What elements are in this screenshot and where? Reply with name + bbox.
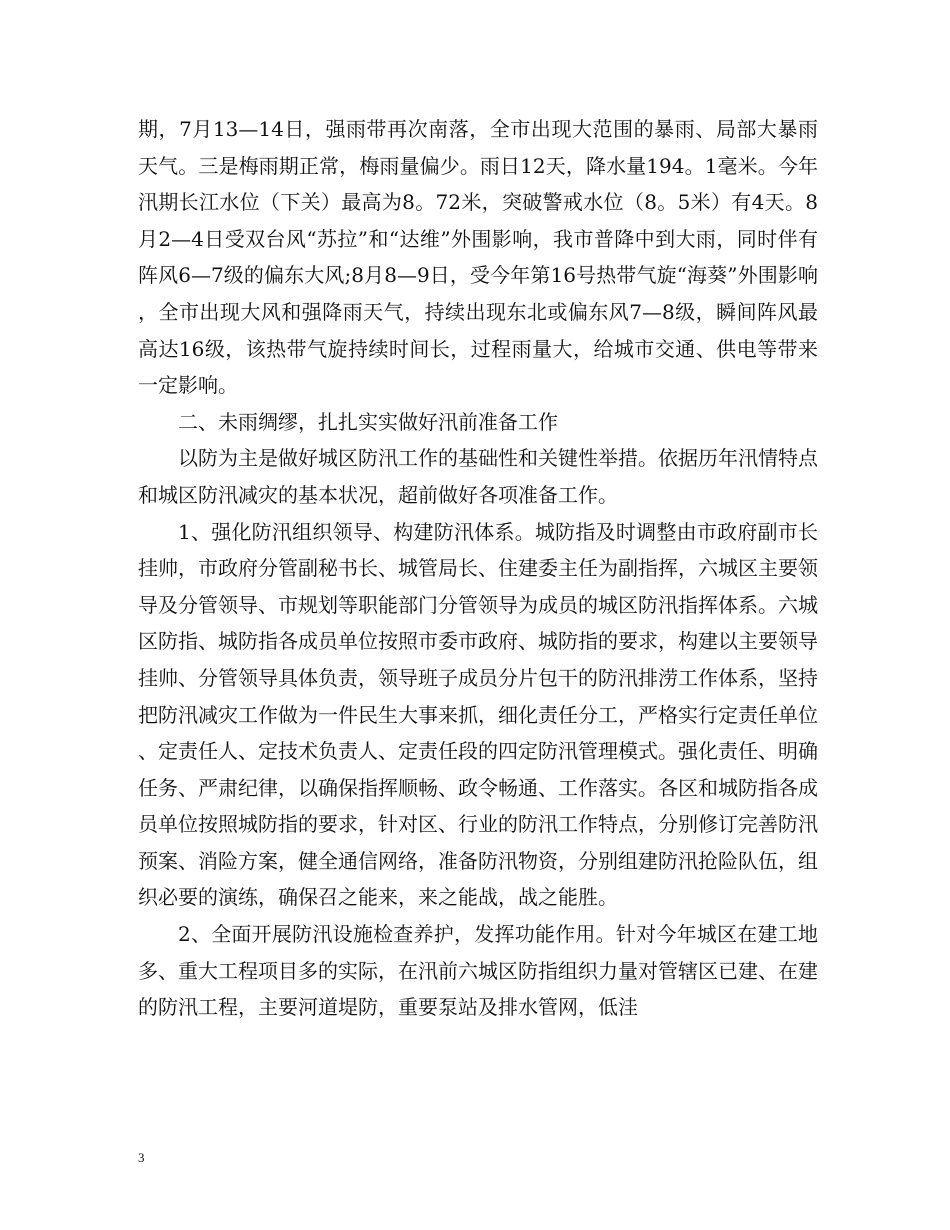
page-number: 3	[138, 1150, 145, 1165]
body-text	[138, 111, 818, 1026]
section-heading: 二、未雨绸缪，扎扎实实做好汛前准备工作	[178, 409, 558, 434]
paragraph-1: 期，7月13—14日，强雨带再次南落，全市出现大范围的暴雨、局部大暴雨天气。三是梅雨期正常，梅雨量偏少。雨日12天，降水量194。1毫米。今年汛期长江水位（下关）最高为8。72米，突破警戒水位（8。5米）有4天。8月2—4日受双台风“苏拉”和“达维”外围影响，我市普降中到大雨，同时伴有阵风6—7级的偏东大风;8月8—9日，受今年第16号热带气旋“海葵”外围影响，全市出现大风和强降雨天气，持续出现东北或偏东风7—8级，瞬间阵风最高达16级，该热带气旋持续时间长，过程雨量大，给城市交通、供电等带来一定影响。	[138, 117, 818, 398]
paragraph-3: 1、强化防汛组织领导、构建防汛体系。城防指及时调整由市政府副市长挂帅，市政府分管副秘书长、城管局长、住建委主任为副指挥，六城区主要领导及分管领导、市规划等职能部门分管领导为成员的城区防汛指挥体系。六城区防指、城防指各成员单位按照市委市政府、城防指的要求，构建以主要领导挂帅、分管领导具体负责，领导班子成员分片包干的防汛排涝工作体系，坚持把防汛减灾工作做为一件民生大事来抓，细化责任分工，严格实行定责任单位、定责任人、定技术负责人、定责任段的四定防汛管理模式。强化责任、明确任务、严肃纪律，以确保指挥顺畅、政令畅通、工作落实。各区和城防指各成员单位按照城防指的要求，针对区、行业的防汛工作特点，分别修订完善防汛预案、消险方案，健全通信网络，准备防汛物资，分别组建防汛抢险队伍，组织必要的演练，确保召之能来，来之能战，战之能胜。	[138, 519, 818, 910]
paragraph-4: 2、全面开展防汛设施检查养护，发挥功能作用。针对今年城区在建工地多、重大工程项目多的实际，在汛前六城区防指组织力量对管辖区已建、在建的防汛工程，主要河道堤防，重要泵站及排水管网，低洼	[138, 922, 818, 1020]
paragraph-2: 以防为主是做好城区防汛工作的基础性和关键性举措。依据历年汛情特点和城区防汛减灾的基本状况，超前做好各项准备工作。	[138, 446, 818, 507]
